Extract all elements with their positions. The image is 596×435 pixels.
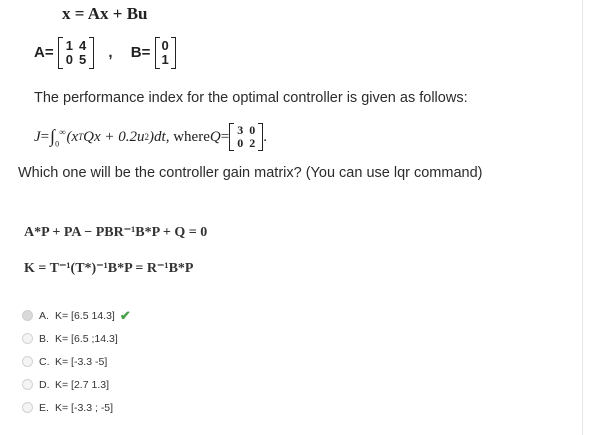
radio-d[interactable]	[22, 379, 33, 390]
state-equation-rhs: = Ax + Bu	[70, 4, 148, 23]
option-text: K= [-3.3 -5]	[55, 355, 108, 368]
option-letter: E.	[39, 401, 49, 414]
riccati-equation: A*P + PA − PBR⁻¹B*P + Q = 0	[24, 225, 208, 240]
q-matrix	[229, 123, 263, 151]
performance-index-text: The performance index for the optimal controller is given as follows:	[34, 90, 468, 106]
cost-integrand: Qx + 0.2u	[83, 128, 145, 145]
option-text: K= [-3.3 ; -5]	[55, 401, 114, 414]
a-12: 4	[79, 38, 87, 53]
gain-formula: K = T⁻¹(T*)⁻¹B*P = R⁻¹B*P	[24, 261, 194, 276]
q-12: 0	[249, 123, 256, 137]
a-11: 1	[65, 38, 73, 53]
option-letter: C.	[39, 355, 50, 368]
cost-period: .	[263, 128, 267, 145]
a-22: 5	[79, 52, 87, 67]
option-e[interactable]	[22, 396, 131, 419]
q-21: 0	[237, 136, 244, 150]
system-matrices	[34, 37, 176, 77]
option-text: K= [6.5 ;14.3]	[55, 332, 118, 345]
state-equation	[62, 4, 148, 24]
radio-c[interactable]	[22, 356, 33, 367]
option-c[interactable]	[22, 350, 131, 373]
radio-b[interactable]	[22, 333, 33, 344]
option-text: K= [6.5 14.3]	[55, 309, 115, 322]
a-matrix	[58, 37, 94, 69]
q-11: 3	[237, 123, 244, 137]
integral-sign: $\int_0^\infty$	[50, 125, 66, 149]
b-2: 1	[161, 52, 169, 67]
checkmark-icon: ✔	[119, 307, 131, 323]
square-mark: 2	[144, 132, 150, 142]
cost-function	[34, 117, 267, 157]
cost-j: J	[34, 128, 41, 145]
a-21: 0	[65, 52, 73, 67]
cost-integrand-open: (x	[66, 128, 79, 145]
q-label: Q	[209, 128, 221, 145]
radio-a[interactable]	[22, 310, 33, 321]
answer-options	[22, 304, 131, 419]
option-a[interactable]	[22, 304, 131, 327]
where-text: , where	[165, 128, 210, 145]
cost-dt: )dt	[149, 128, 166, 145]
b-matrix	[155, 37, 176, 69]
matrix-separator: ,	[108, 43, 113, 61]
q-eq: =	[220, 128, 230, 145]
option-text: K= [2.7 1.3]	[55, 378, 109, 391]
option-d[interactable]	[22, 373, 131, 396]
a-label: A=	[34, 43, 54, 61]
cost-eq: =	[40, 128, 50, 145]
option-letter: B.	[39, 332, 49, 345]
option-b[interactable]	[22, 327, 131, 350]
option-letter: D.	[39, 378, 50, 391]
question-text: Which one will be the controller gain matrix? (You can use lqr command)	[18, 165, 483, 181]
b-label: B=	[130, 43, 151, 61]
q-22: 2	[249, 136, 256, 150]
transpose-mark: T	[78, 132, 84, 142]
radio-e[interactable]	[22, 402, 33, 413]
x-dot: ˙ x	[62, 4, 71, 24]
option-letter: A.	[39, 309, 49, 322]
b-1: 0	[161, 38, 169, 53]
